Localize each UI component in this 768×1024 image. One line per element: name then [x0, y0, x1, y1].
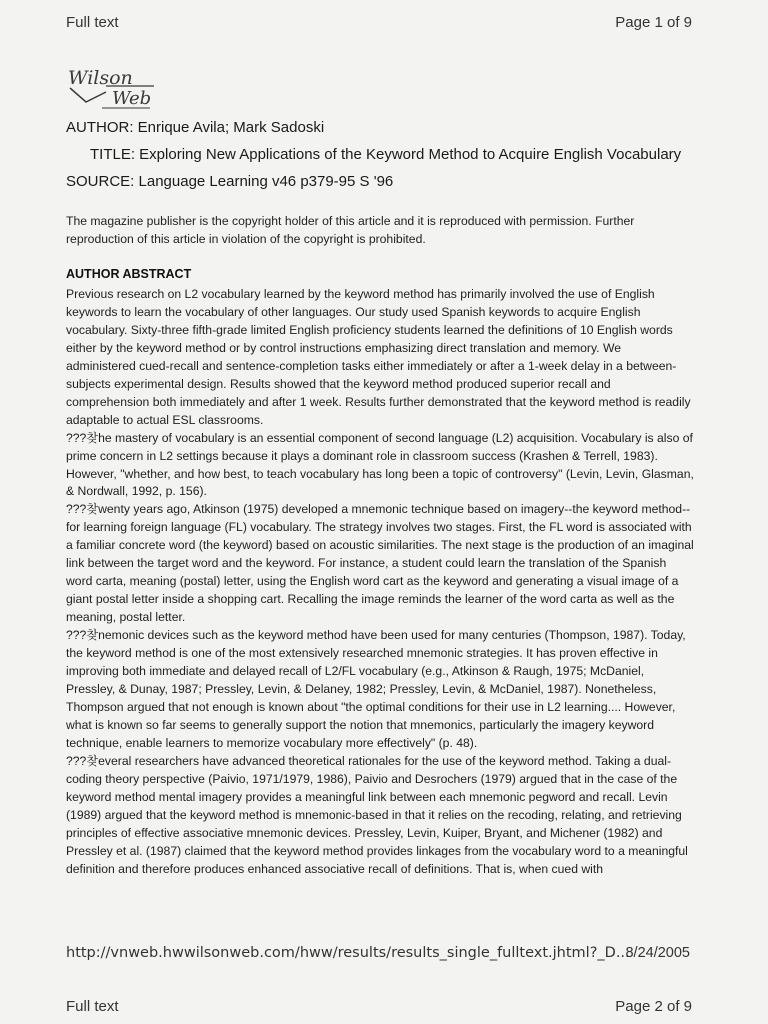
print-date: 8/24/2005	[625, 945, 690, 961]
body-paragraph: ???찾everal researchers have advanced theoretical rationales for the use of the keyword method. Taking a dual-coding theory perspective (Paivio, 1971/1979, 1986), Paivio and Desrochers (1979) argued that in the case of the keyword method mental imagery provides a meaningful link between each mnemonic pegword and recall. Levin (1989) argued that the keyword method is mnemonic-based in that it relies on the recoding, relating, and retrieving principles of effective associative mnemonic devices. Pressley, Levin, Kuiper, Bryant, and Michener (1982) and Pressley et al. (1987) claimed that the keyword method provides linkages from the vocabulary word to a meaningful definition and therefore produces enhanced associative recall of definitions. That is, when cued with	[66, 753, 688, 876]
title-line: TITLE: Exploring New Applications of the Keyword Method to Acquire English Vocabulary	[90, 146, 682, 163]
next-page-number: Page 2 of 9	[615, 998, 692, 1015]
page-header-label: Full text	[66, 14, 119, 31]
source-line: SOURCE: Language Learning v46 p379-95 S '96	[66, 173, 394, 190]
wilsonweb-logo	[66, 64, 158, 112]
abstract-heading: AUTHOR ABSTRACT	[66, 267, 192, 281]
article-body	[66, 286, 694, 878]
abstract-paragraph: Previous research on L2 vocabulary learned by the keyword method has primarily involved the use of English keywords to learn the vocabulary of other languages. Our study used Spanish keywords to acquire English vocabulary. Sixty-three fifth-grade limited English proficiency students learned the definitions of 10 English words either by the keyword method or by control instructions emphasizing direct translation and memory. We administered cued-recall and sentence-completion tasks either immediately or after a 1-week delay in a between-subjects experimental design. Results showed that the keyword method produced superior recall and comprehension both immediately and after 1 week. Results further demonstrated that the keyword method is readily adaptable to actual ESL classrooms.	[66, 287, 691, 427]
author-line: AUTHOR: Enrique Avila; Mark Sadoski	[66, 119, 325, 136]
body-paragraph: ???찾he mastery of vocabulary is an essential component of second language (L2) acquisition. Vocabulary is also of prime concern in L2 settings because it plays a dominant role in classroom success (Krashen & Terrell, 1983). However, "whether, and how best, to teach vocabulary has long been a topic of controversy" (Levin, Levin, Glasman, & Nordwall, 1992, p. 156).	[66, 430, 694, 499]
svg-text:Wilson: Wilson	[68, 67, 133, 89]
body-paragraph: ???찾nemonic devices such as the keyword method have been used for many centuries (Thompson, 1987). Today, the keyword method is one of the most extensively researched mnemonic strategies. It has proven effective in improving both immediate and delayed recall of L2/FL vocabulary (e.g., Atkinson & Raugh, 1975; McDaniel, Pressley, & Dunay, 1987; Pressley, Levin, & Delaney, 1982; Pressley, Levin, & McDaniel, 1987). Nonetheless, Thompson argued that not enough is known about "the optimal conditions for their use in L2 learning.... However, what is known so far seems to generally support the notion that mnemonics, particularly the imagery keyword technique, enable learners to memorize vocabulary more effectively" (p. 48).	[66, 628, 686, 750]
source-url: http://vnweb.hwwilsonweb.com/hww/results/results_single_fulltext.jhtml?_D...	[66, 945, 630, 961]
body-paragraph: ???찾wenty years ago, Atkinson (1975) developed a mnemonic technique based on imagery--the keyword method--for learning foreign language (FL) vocabulary. The strategy involves two stages. First, the FL word is associated with a familiar concrete word (the keyword) based on acoustic similarities. The next stage is the production of an imaginal link between the target word and the keyword. For instance, a student could learn the translation of the Spanish word carta, meaning (postal) letter, using the English word cart as the keyword and generating a visual image of a giant postal letter inside a shopping cart. Recalling the image reminds the learner of the word carta as well as the meaning, postal letter.	[66, 502, 694, 625]
page-number: Page 1 of 9	[615, 14, 692, 31]
next-page-header-label: Full text	[66, 998, 119, 1015]
copyright-notice: The magazine publisher is the copyright holder of this article and it is reproduced with permission. Further reproduction of this article in violation of the copyright is prohibited.	[66, 214, 635, 246]
svg-text:Web: Web	[112, 88, 152, 109]
